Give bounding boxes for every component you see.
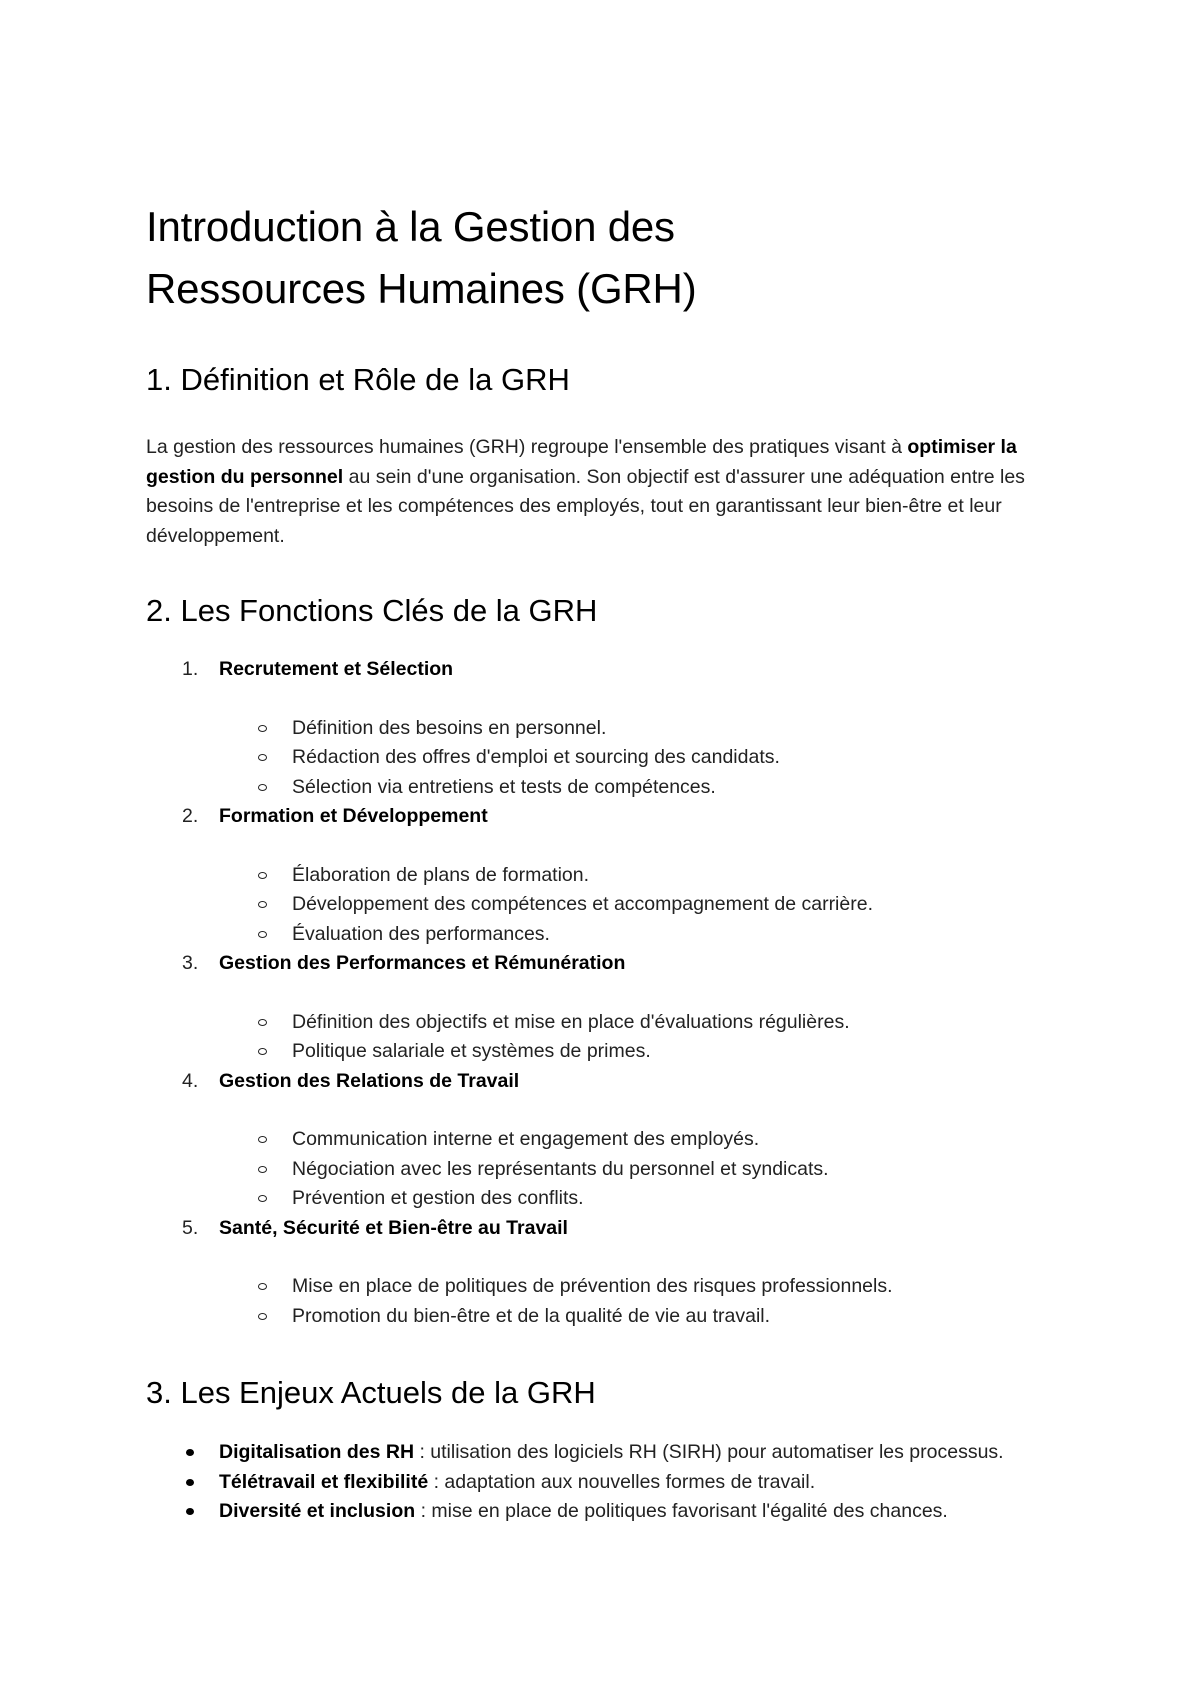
- challenge-description: : utilisation des logiciels RH (SIRH) pour automatiser les processus.: [414, 1441, 1004, 1463]
- hollow-circle-bullet-icon: [258, 901, 267, 908]
- hollow-circle-bullet-icon: [258, 1283, 267, 1290]
- sub-list-item-text: Politique salariale et systèmes de primes.: [292, 1040, 651, 1062]
- sub-list-item: [146, 714, 1066, 744]
- function-title-text: Santé, Sécurité et Bien-être au Travail: [219, 1216, 568, 1239]
- section-2-heading: 2. Les Fonctions Clés de la GRH: [146, 593, 598, 628]
- function-sub-list: [146, 861, 1066, 950]
- challenge-title: Digitalisation des RH: [219, 1441, 415, 1463]
- document-page: [146, 196, 1066, 1527]
- hollow-circle-bullet-icon: [258, 931, 267, 938]
- sub-list-item: [146, 743, 1066, 773]
- sub-list-item: [146, 1125, 1066, 1155]
- sub-list-item-text: Négociation avec les représentants du personnel et syndicats.: [292, 1157, 829, 1180]
- paragraph-bold-text: optimiser la gestion du personnel: [146, 436, 1017, 488]
- challenge-description: : adaptation aux nouvelles formes de travail.: [428, 1470, 816, 1493]
- sub-list-item: [146, 1037, 1066, 1067]
- sub-list-item-text: Communication interne et engagement des employés.: [292, 1128, 760, 1150]
- function-title-text: Recrutement et Sélection: [219, 658, 454, 680]
- sub-list-item: [146, 1184, 1066, 1214]
- sub-list-item-text: Définition des besoins en personnel.: [292, 716, 607, 739]
- hollow-circle-bullet-icon: [258, 1313, 267, 1320]
- sub-list-item-text: Prévention et gestion des conflits.: [292, 1187, 584, 1209]
- function-title-text: Formation et Développement: [219, 805, 488, 827]
- section-1-paragraph: [146, 433, 1066, 551]
- document-title: [146, 196, 1066, 320]
- function-number: 1.: [182, 658, 199, 680]
- paragraph-text-end: au sein d'une organisation. Son objectif est d'assurer une adéquation entre les besoins de l'entreprise et les compétences des employés, tout en garantissant leur bien-être et leur développement.: [146, 465, 1025, 547]
- function-item: [146, 1214, 1066, 1332]
- function-item: [146, 949, 1066, 1067]
- function-sub-list: [146, 1272, 1066, 1331]
- sub-list-item: [146, 861, 1066, 891]
- challenge-title: Diversité et inclusion: [219, 1500, 416, 1522]
- functions-list: [146, 655, 1066, 1331]
- hollow-circle-bullet-icon: [258, 872, 267, 879]
- function-number: 4.: [182, 1069, 199, 1092]
- function-number: 2.: [182, 805, 199, 827]
- hollow-circle-bullet-icon: [258, 1019, 267, 1026]
- sub-list-item-text: Promotion du bien-être et de la qualité de vie au travail.: [292, 1304, 771, 1327]
- challenge-item: [146, 1438, 1066, 1468]
- hollow-circle-bullet-icon: [258, 784, 267, 791]
- sub-list-item-text: Définition des objectifs et mise en place d'évaluations régulières.: [292, 1010, 850, 1033]
- sub-list-item-text: Évaluation des performances.: [292, 922, 550, 945]
- function-sub-list: [146, 1125, 1066, 1214]
- sub-list-item: [146, 1008, 1066, 1038]
- sub-list-item: [146, 773, 1066, 803]
- sub-list-item-text: Développement des compétences et accompagnement de carrière.: [292, 893, 873, 915]
- function-title: [146, 1214, 1066, 1244]
- function-item: [146, 1067, 1066, 1214]
- function-item: [146, 802, 1066, 949]
- title-line-2: Ressources Humaines (GRH): [146, 265, 697, 312]
- function-title-text: Gestion des Performances et Rémunération: [219, 952, 626, 974]
- section-3-heading: 3. Les Enjeux Actuels de la GRH: [146, 1375, 596, 1410]
- hollow-circle-bullet-icon: [258, 1048, 267, 1055]
- hollow-circle-bullet-icon: [258, 1195, 267, 1202]
- function-sub-list: [146, 1008, 1066, 1067]
- sub-list-item: [146, 1155, 1066, 1185]
- sub-list-item-text: Élaboration de plans de formation.: [292, 863, 590, 886]
- challenge-description: : mise en place de politiques favorisant l'égalité des chances.: [415, 1500, 948, 1522]
- filled-bullet-icon: [186, 1508, 194, 1515]
- title-line-1: Introduction à la Gestion des: [146, 203, 675, 250]
- section-1-heading: 1. Définition et Rôle de la GRH: [146, 362, 570, 397]
- hollow-circle-bullet-icon: [258, 1166, 267, 1173]
- function-sub-list: [146, 714, 1066, 803]
- sub-list-item-text: Rédaction des offres d'emploi et sourcing des candidats.: [292, 746, 780, 768]
- filled-bullet-icon: [186, 1479, 194, 1486]
- sub-list-item: [146, 1272, 1066, 1302]
- sub-list-item-text: Mise en place de politiques de prévention des risques professionnels.: [292, 1275, 893, 1297]
- challenges-list: [146, 1438, 1066, 1527]
- function-title: [146, 655, 1066, 685]
- hollow-circle-bullet-icon: [258, 725, 267, 732]
- function-item: [146, 655, 1066, 802]
- challenge-item: [146, 1497, 1066, 1527]
- challenge-title: Télétravail et flexibilité: [219, 1470, 429, 1493]
- function-number: 3.: [182, 952, 199, 974]
- sub-list-item-text: Sélection via entretiens et tests de compétences.: [292, 775, 716, 798]
- hollow-circle-bullet-icon: [258, 1136, 267, 1143]
- sub-list-item: [146, 1302, 1066, 1332]
- sub-list-item: [146, 890, 1066, 920]
- challenge-item: [146, 1468, 1066, 1498]
- hollow-circle-bullet-icon: [258, 754, 267, 761]
- paragraph-text-start: La gestion des ressources humaines (GRH) regroupe l'ensemble des pratiques visant à: [146, 436, 908, 458]
- filled-bullet-icon: [186, 1449, 194, 1456]
- function-title: [146, 949, 1066, 979]
- function-title: [146, 1067, 1066, 1097]
- function-number: 5.: [182, 1216, 199, 1239]
- sub-list-item: [146, 920, 1066, 950]
- function-title-text: Gestion des Relations de Travail: [219, 1069, 520, 1092]
- function-title: [146, 802, 1066, 832]
